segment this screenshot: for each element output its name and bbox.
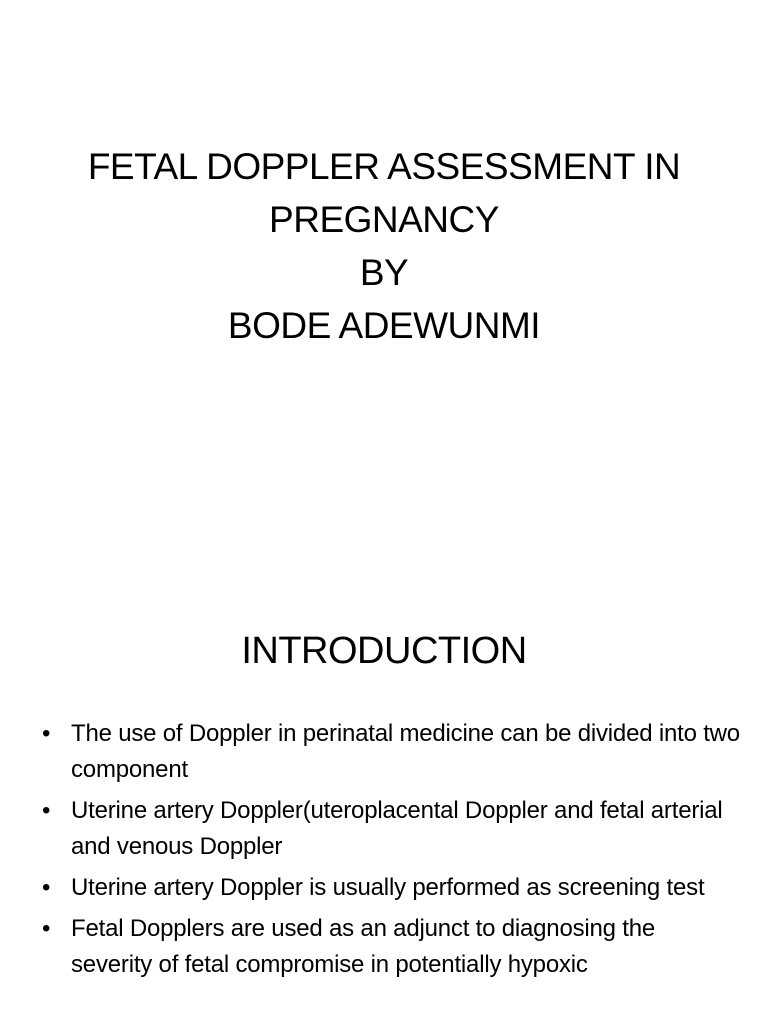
introduction-slide: [0, 576, 768, 1024]
bullet-icon: •: [42, 720, 51, 747]
bullet-text: Uterine artery Doppler(uteroplacental Doppler and fetal arterial and venous Doppler: [71, 797, 723, 860]
presentation-title: [20, 140, 748, 352]
bullet-item: [42, 870, 742, 906]
title-line-1: FETAL DOPPLER ASSESSMENT IN: [87, 146, 681, 187]
bullet-item: [42, 911, 742, 983]
bullet-icon: •: [42, 915, 51, 942]
title-line-3: BY: [359, 252, 409, 293]
bullet-icon: •: [42, 874, 51, 901]
bullet-text: Uterine artery Doppler is usually performed as screening test: [71, 874, 705, 901]
introduction-heading: INTRODUCTION: [241, 630, 527, 672]
bullet-text: Fetal Dopplers are used as an adjunct to diagnosing the severity of fetal compromise in potentially hypoxic: [71, 915, 656, 978]
bullet-list: [42, 716, 742, 988]
author-name: BODE ADEWUNMI: [227, 305, 541, 346]
title-line-2: PREGNANCY: [269, 199, 499, 240]
bullet-text: The use of Doppler in perinatal medicine can be divided into two component: [71, 720, 740, 783]
bullet-icon: •: [42, 797, 51, 824]
bullet-item: [42, 793, 742, 865]
bullet-item: [42, 716, 742, 788]
